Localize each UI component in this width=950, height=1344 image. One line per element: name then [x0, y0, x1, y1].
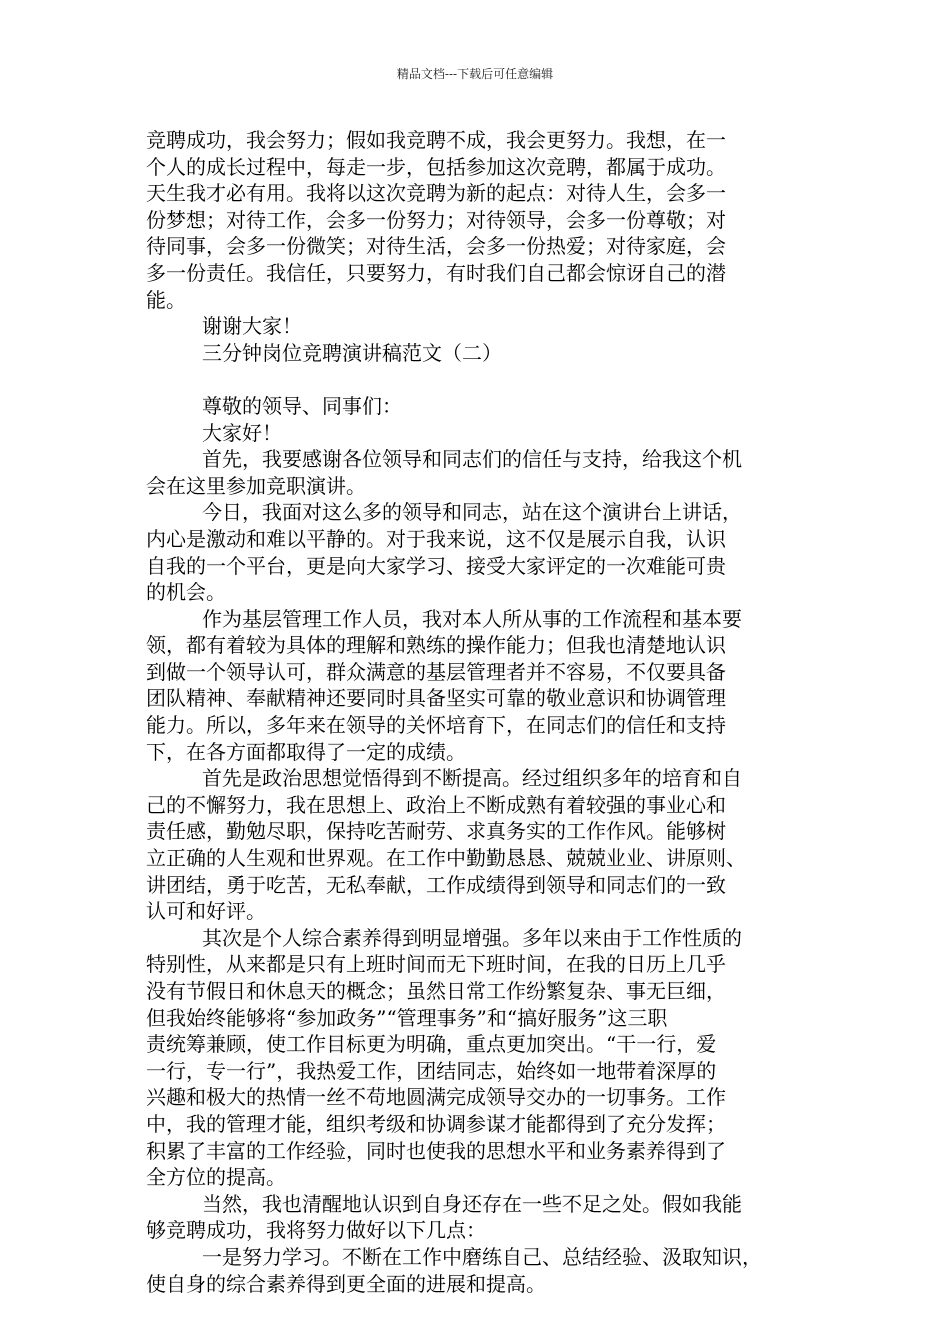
text-line: 作为基层管理工作人员，我对本人所从事的工作流程和基本要 [202, 606, 742, 631]
text-line: 够竞聘成功，我将努力做好以下几点： [146, 1218, 486, 1243]
document-body [146, 127, 810, 1297]
text-line: 使自身的综合素养得到更全面的进展和提高。 [146, 1271, 546, 1296]
blank-line [146, 366, 810, 393]
text-line: 讲团结，勇于吃苦，无私奉献，工作成绩得到领导和同志们的一致 [146, 872, 726, 897]
text-line: 一行，专一行”，我热爱工作，团结同志，始终如一地带着深厚的 [146, 1058, 717, 1083]
text-line: 认可和好评。 [146, 899, 266, 924]
text-line: 特别性，从来都是只有上班时间而无下班时间，在我的日历上几乎 [146, 952, 726, 977]
text-line: 能。 [146, 287, 186, 312]
text-line: 多一份责任。我信任，只要努力，有时我们自己都会惊讶自己的潜 [146, 260, 726, 285]
text-line: 责统筹兼顾，使工作目标更为明确，重点更加突出。“干一行，爱 [146, 1032, 717, 1057]
text-line: 竞聘成功，我会努力；假如我竞聘不成，我会更努力。我想，在一 [146, 128, 726, 152]
text-line: 自我的一个平台，更是向大家学习、接受大家评定的一次难能可贵 [146, 553, 726, 578]
text-line: 个人的成长过程中，每走一步，包括参加这次竞聘，都属于成功。 [146, 154, 726, 179]
text-line: 团队精神、奉献精神还要同时具备坚实可靠的敬业意识和协调管理 [146, 686, 726, 711]
closing-line: 谢谢大家！ [202, 314, 302, 339]
text-line: 到做一个领导认可，群众满意的基层管理者并不容易，不仅要具备 [146, 659, 726, 684]
text-line: 己的不懈努力，我在思想上、政治上不断成熟有着较强的事业心和 [146, 792, 726, 817]
text-line: 积累了丰富的工作经验，同时也使我的思想水平和业务素养得到了 [146, 1138, 726, 1163]
text-line: 下，在各方面都取得了一定的成绩。 [146, 739, 466, 764]
text-line: 的机会。 [146, 580, 226, 605]
greeting: 大家好！ [202, 420, 282, 445]
text-line: 全方位的提高。 [146, 1165, 286, 1190]
text-line: 份梦想；对待工作，会多一份努力；对待领导，会多一份尊敬；对 [146, 207, 726, 232]
text-line: 当然，我也清醒地认识到自身还存在一些不足之处。假如我能 [202, 1191, 742, 1216]
text-line: 首先是政治思想觉悟得到不断提高。经过组织多年的培育和自 [202, 766, 742, 791]
text-line: 能力。所以，多年来在领导的关怀培育下，在同志们的信任和支持 [146, 713, 726, 738]
text-line: 首先，我要感谢各位领导和同志们的信任与支持，给我这个机 [202, 447, 742, 472]
text-line: 一是努力学习。不断在工作中磨练自己、总结经验、汲取知识， [202, 1244, 762, 1269]
salutation: 尊敬的领导、同事们： [202, 393, 402, 418]
text-line: 天生我才必有用。我将以这次竞聘为新的起点：对待人生，会多一 [146, 181, 726, 206]
text-line: 没有节假日和休息天的概念；虽然日常工作纷繁复杂、事无巨细， [146, 979, 726, 1003]
text-line: 责任感，勤勉尽职，保持吃苦耐劳、求真务实的工作作风。能够树 [146, 819, 726, 844]
text-line: 中，我的管理才能，组织考级和协调参谋才能都得到了充分发挥； [146, 1111, 726, 1136]
text-line: 待同事，会多一份微笑；对待生活，会多一份热爱；对待家庭，会 [146, 234, 726, 259]
text-line: 今日，我面对这么多的领导和同志，站在这个演讲台上讲话， [202, 500, 742, 525]
page-header: 精品文档---下载后可任意编辑 [396, 67, 554, 81]
text-line: 兴趣和极大的热情一丝不苟地圆满完成领导交办的一切事务。工作 [146, 1085, 726, 1110]
text-line: 内心是激动和难以平静的。对于我来说，这不仅是展示自我，认识 [146, 526, 726, 551]
text-line: 但我始终能够将“参加政务”“管理事务”和“搞好服务”这三职 [146, 1005, 668, 1030]
text-line: 会在这里参加竞职演讲。 [146, 473, 366, 498]
text-line: 其次是个人综合素养得到明显增强。多年以来由于工作性质的 [202, 925, 742, 950]
text-line: 领，都有着较为具体的理解和熟练的操作能力；但我也清楚地认识 [146, 633, 726, 658]
text-line: 立正确的人生观和世界观。在工作中勤勤恳恳、兢兢业业、讲原则、 [146, 846, 746, 871]
section-title: 三分钟岗位竞聘演讲稿范文（二） [202, 340, 502, 365]
